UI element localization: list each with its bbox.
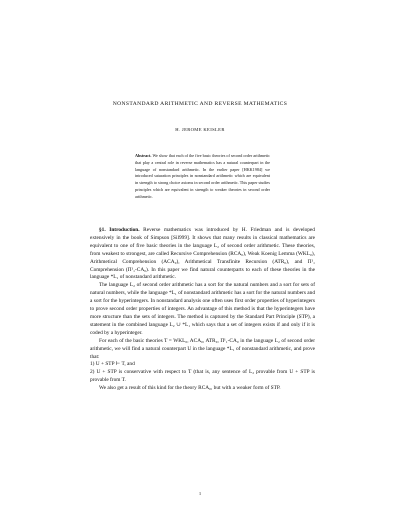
abstract-label: Abstract. bbox=[135, 153, 152, 158]
paper-body bbox=[90, 227, 315, 393]
paragraph-text: Reverse mathematics was introduced by H. Friedman and is developed extensively in the book of Simpson [Sil999]. It shows that many results in classical mathematics are equivalent to one of five basic theories in the language L₂ of second order arithmetic. These theories, from weakest to strongest, are called Recursive Comprehension (RCA₀), Weak Koenig Lemma (WKL₀), Arithmetical Comprehension (ACA₀), Arithmetical Transfinite Recursion (ATR₀), and Π¹₁ Comprehension (Π¹₁-CA₀). In this paper we find natural counterparts to each of these theories in the language *L₁ of nonstandard arithmetic. bbox=[90, 227, 315, 281]
abstract bbox=[135, 153, 270, 201]
paragraph: The language L₂ of second order arithmetic has a sort for the natural numbers and a sort for sets of natural numbers, while the language *L₁ of nonstandard arithmetic has a sort for the natural numbers and a sort for the hyperintegers. In nonstandard analysis one often uses first order properties of hyperintegers to prove second order properties of integers. An advantage of this method is that the hyperintegers have more structure than the sets of integers. The method is captured by the Standard Part Principle (STP), a statement in the combined language L₂ ∪ *L₁ which says that a set of integers exists if and only if it is coded by a hyperinteger. bbox=[90, 282, 315, 336]
paper-title: NONSTANDARD ARITHMETIC AND REVERSE MATHEMATICS bbox=[112, 101, 288, 107]
list-item: 2) U + STP is conservative with respect to T (that is, any sentence of L₂ provable from U + STP is provable from T. bbox=[90, 369, 315, 384]
section-heading: §1. Introduction. bbox=[99, 227, 140, 233]
paragraph-intro bbox=[90, 227, 315, 282]
paragraph: We also get a result of this kind for the theory RCA₀, but with a weaker form of STP. bbox=[99, 385, 281, 392]
page-number: 1 bbox=[198, 491, 202, 496]
paragraph: For each of the basic theories T = WKL₀, ACA₀, ATR₀, Π¹₁-CA₀ in the language L₂ of second order arithmetic, we will find a natural counterpart U in the language *L₁ of nonstandard arithmetic, and prove that: bbox=[90, 337, 315, 360]
list-item: 1) U + STP ⊢ T, and bbox=[90, 361, 135, 368]
abstract-text: We show that each of the five basic theories of second order arithmetic that play a central role in reverse mathematics has a natural counterpart in the language of nonstandard arithmetic. In the earlier paper [HKK1984] we introduced saturation principles in nonstandard arithmetic which are equivalent in strength to strong choice axioms in second order arithmetic. This paper studies principles which are equivalent in strength to weaker theories in second order arithmetic. bbox=[135, 153, 270, 199]
paper-author: H. JEROME KEISLER bbox=[175, 127, 225, 132]
